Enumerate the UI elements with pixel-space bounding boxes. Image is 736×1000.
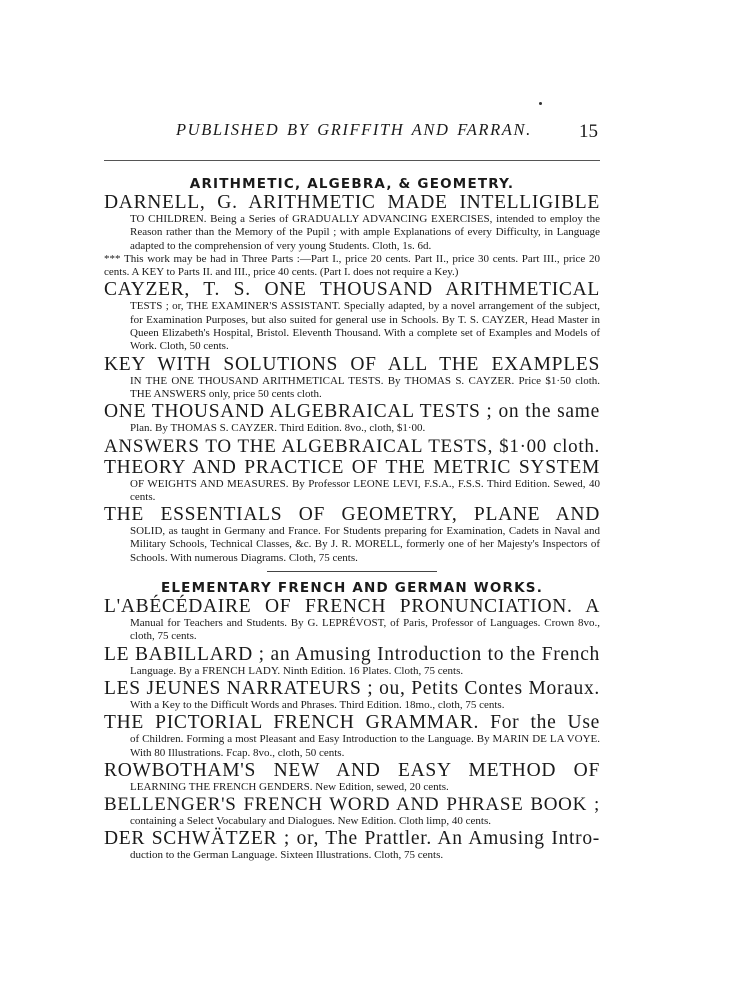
section-divider [267,571,437,572]
entry-title: CAYZER, T. S. ONE THOUSAND ARITHMETICAL [104,279,600,301]
entry-title: LE BABILLARD ; an Amusing Introduction to the French [104,643,600,665]
entry-title: THEORY AND PRACTICE OF THE METRIC SYSTEM [104,456,600,478]
entry-title: ONE THOUSAND ALGEBRAICAL TESTS ; on the same [104,401,600,423]
catalogue-entry [104,504,600,565]
catalogue-entry [104,457,600,505]
catalogue-entry [104,192,600,279]
entry-description: IN THE ONE THOUSAND ARITHMETICAL TESTS. By THOMAS S. CAYZER. Price $1·50 cloth. THE ANSWERS only, price 50 cents cloth. [130,374,600,400]
entry-description: SOLID, as taught in Germany and France. For Students preparing for Examination, Cadets in Naval and Military Schools, Technical Classes, &c. By J. R. MORELL, formerly one of her Majesty's Inspectors of Schools. With numerous Diagrams. Cloth, 75 cents. [130,525,600,564]
catalogue-content [104,176,600,863]
section-heading: ARITHMETIC, ALGEBRA, & GEOMETRY. [189,176,515,192]
catalogue-entry [104,828,600,862]
page-number: 15 [579,121,598,142]
header-rule [104,160,600,161]
catalogue-entry [104,436,600,457]
entry-note: *** This work may be had in Three Parts :—Part I., price 20 cents. Part II., price 30 cents. Part III., price 20 cents. A KEY to Parts II. and III., price 40 cents. (Part I. does not require a Key.) [104,252,600,279]
catalogue-entry [104,760,600,794]
catalogue-entry [104,644,600,678]
entry-description: With a Key to the Difficult Words and Phrases. Third Edition. 18mo., cloth, 75 cents. [130,698,505,711]
catalogue-entry [104,678,600,712]
entry-title: L'ABÉCÉDAIRE OF FRENCH PRONUNCIATION. A [104,596,600,618]
catalogue-entry [104,596,600,644]
entry-description: TESTS ; or, THE EXAMINER'S ASSISTANT. Specially adapted, by a novel arrangement of the subject, for Examination Purposes, but also suited for general use in Schools. By T. S. CAYZER, Head Master in Queen Elizabeth's Hospital, Bristol. Eleventh Thousand. With a complete set of Examples and Models of Work. Cloth, 50 cents. [130,300,600,353]
page-header [104,120,600,148]
entry-description: Plan. By THOMAS S. CAYZER. Third Edition. 8vo., cloth, $1·00. [130,422,426,435]
entry-title: THE PICTORIAL FRENCH GRAMMAR. For the Use [104,712,600,734]
entry-description: of Children. Forming a most Pleasant and Easy Introduction to the Language. By MARIN DE LA VOYE. With 80 Illustrations. Fcap. 8vo., cloth, 50 cents. [130,733,600,759]
entry-title: DARNELL, G. ARITHMETIC MADE INTELLIGIBLE [104,192,600,213]
entry-description: duction to the German Language. Sixteen Illustrations. Cloth, 75 cents. [130,849,444,862]
entry-title: ANSWERS TO THE ALGEBRAICAL TESTS, $1·00 cloth. [104,435,600,457]
running-title: PUBLISHED BY GRIFFITH AND FARRAN. [176,120,532,139]
entry-title: BELLENGER'S FRENCH WORD AND PHRASE BOOK ; [104,794,600,816]
entry-title: DER SCHWÄTZER ; or, The Prattler. An Amusing Intro- [104,828,600,850]
entry-description: OF WEIGHTS AND MEASURES. By Professor LEONE LEVI, F.S.A., F.S.S. Third Edition. Sewed, 40 cents. [130,477,600,503]
entry-title: LES JEUNES NARRATEURS ; ou, Petits Contes Moraux. [104,677,600,699]
entry-title: ROWBOTHAM'S NEW AND EASY METHOD OF [104,759,600,781]
entry-description: Manual for Teachers and Students. By G. LEPRÉVOST, of Paris, Professor of Languages. Crown 8vo., cloth, 75 cents. [130,617,600,643]
entry-description: containing a Select Vocabulary and Dialogues. New Edition. Cloth limp, 40 cents. [130,815,491,828]
entry-title: KEY WITH SOLUTIONS OF ALL THE EXAMPLES [104,353,600,375]
section-heading: ELEMENTARY FRENCH AND GERMAN WORKS. [160,580,544,597]
entry-description: LEARNING THE FRENCH GENDERS. New Edition, sewed, 20 cents. [130,780,449,793]
print-speck [539,102,542,105]
catalogue-entry [104,794,600,828]
catalogue-entry [104,401,600,435]
entry-description: Language. By a FRENCH LADY. Ninth Edition. 16 Plates. Cloth, 75 cents. [130,664,464,677]
entry-description: TO CHILDREN. Being a Series of GRADUALLY ADVANCING EXERCISES, intended to employ the Reason rather than the Memory of the Pupil ; with ample Explanations of every Difficulty, in Language adapted to the comprehension of very young Students. Cloth, 1s. 6d. [130,213,600,252]
catalogue-entry [104,279,600,353]
catalogue-entry [104,354,600,402]
entry-title: THE ESSENTIALS OF GEOMETRY, PLANE AND [104,504,600,526]
catalogue-entry [104,712,600,760]
